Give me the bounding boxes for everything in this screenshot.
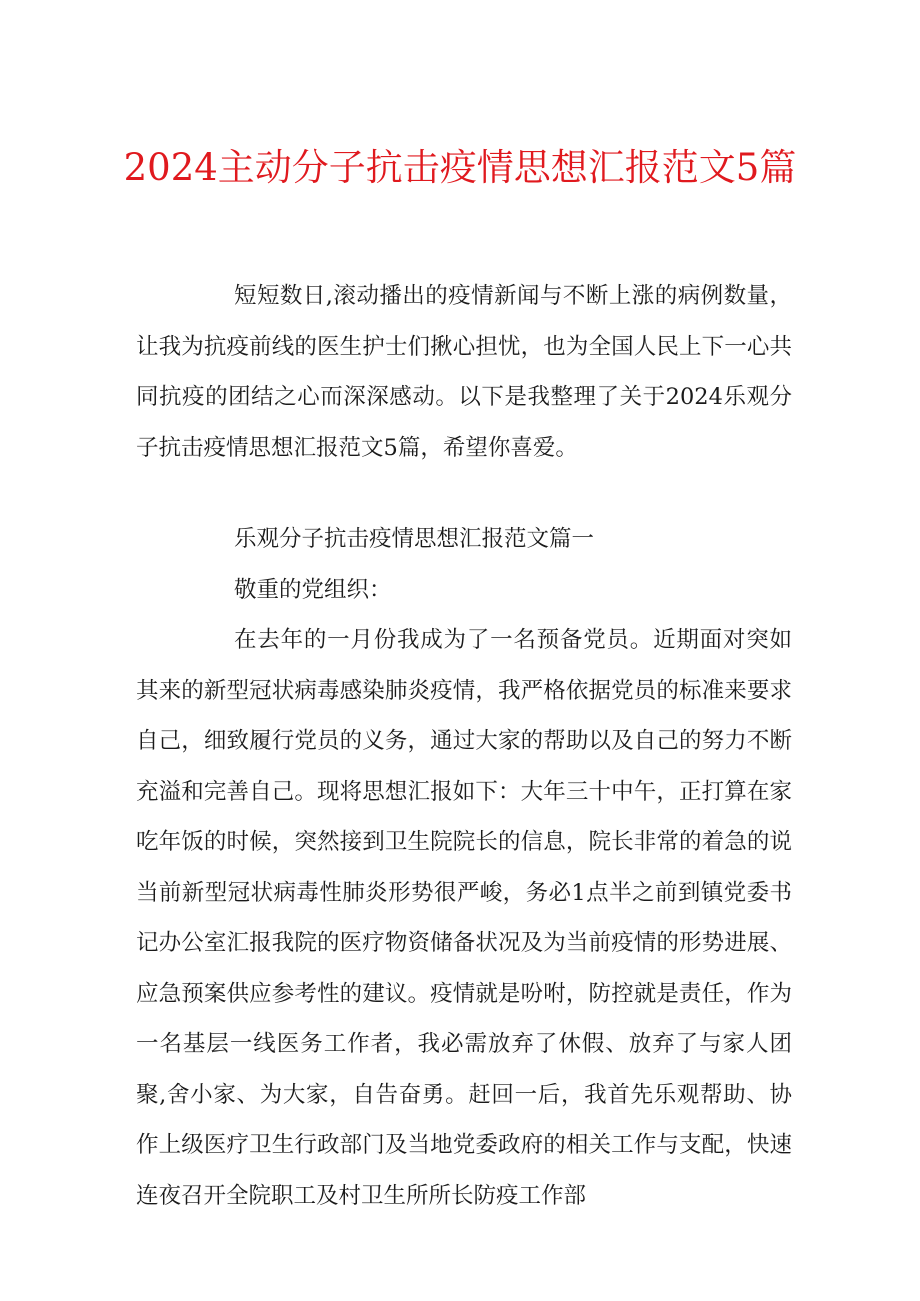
body-paragraph: 在去年的一月份我成为了一名预备党员。近期面对突如其来的新型冠状病毒感染肺炎疫情，我严格依据党员的标准来要求自己，细致履行党员的义务，通过大家的帮助以及自己的努力不断充溢和完善自己。现将思想汇报如下：大年三十中午，正打算在家吃年饭的时候，突然接到卫生院院长的信息，院长非常的着急的说当前新型冠状病毒性肺炎形势很严峻，务必1点半之前到镇党委书记办公室汇报我院的医疗物资储备状况及为当前疫情的形势进展、应急预案供应参考性的建议。疫情就是吩咐，防控就是责任，作为一名基层一线医务工作者，我必需放弃了休假、放弃了与家人团聚,舍小家、为大家，自告奋勇。赶回一后，我首先乐观帮助、协作上级医疗卫生行政部门及当地党委政府的相关工作与支配，快速连夜召开全院职工及村卫生所所长防疫工作部 <box>136 627 792 1209</box>
document-title: 2024主动分子抗击疫情思想汇报范文5篇 <box>123 146 797 189</box>
intro-paragraph: 短短数日,滚动播出的疫情新闻与不断上涨的病例数量，让我为抗疫前线的医生护士们揪心担忧，也为全国人民上下一心共同抗疫的团结之心而深深感动。以下是我整理了关于2024乐观分子抗击疫情思想汇报范文5篇，希望你喜爱。 <box>136 283 792 461</box>
salutation: 敬重的党组织： <box>234 577 392 603</box>
section-heading: 乐观分子抗击疫情思想汇报范文篇一 <box>234 526 595 552</box>
